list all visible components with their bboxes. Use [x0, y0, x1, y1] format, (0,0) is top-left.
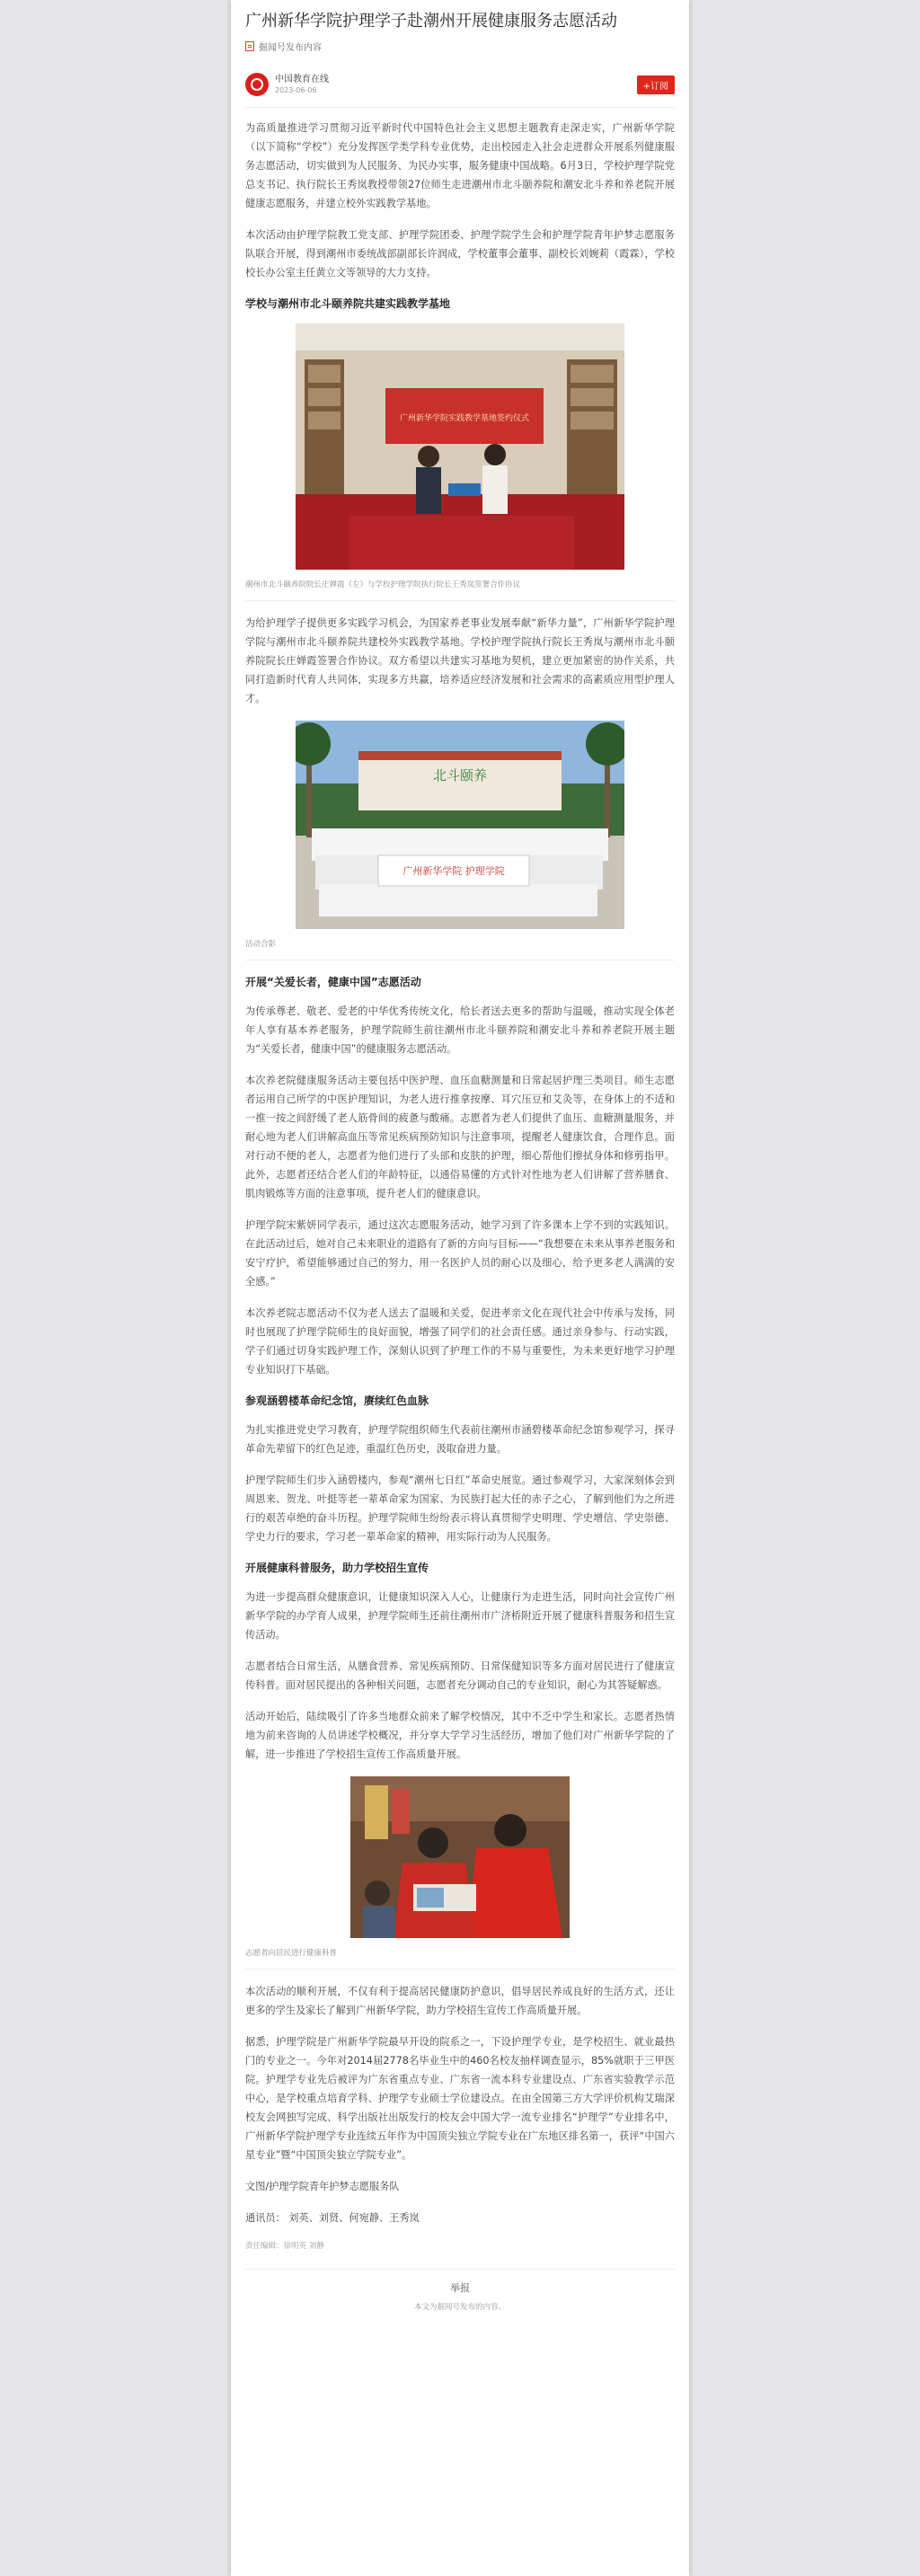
- outreach-photo: [350, 1776, 570, 1938]
- paragraph-organizers: 本次活动由护理学院教工党支部、护理学院团委、护理学院学生会和护理学院青年护梦志愿服务队联合开展，得到潮州市委统战部副部长许润成，学校董事会董事、副校长刘婉莉（霞霖），学校校长办公室主任黄立文等领导的大力支持。: [245, 229, 675, 279]
- publish-date: 2023-06-06: [275, 86, 317, 94]
- banner-text: 广州新华学院实践教学基地签约仪式: [399, 414, 530, 423]
- author-row: [245, 73, 675, 96]
- responsible-editor: 责任编辑：徐明英 刘静: [245, 2242, 324, 2251]
- source-note: [245, 40, 675, 53]
- subscribe-button[interactable]: +订阅: [637, 75, 675, 94]
- figure-signing: [245, 323, 675, 591]
- section-heading-outreach: 开展健康科普服务，助力学校招生宣传: [245, 1562, 429, 1574]
- report-bar: [245, 2269, 675, 2312]
- paragraph-outreach-admission: 活动开始后，陆续吸引了许多当地群众前来了解学校情况，其中不乏中学生和家长。志愿者热情地为前来咨询的人员讲述学校概况，并分享大学学习生活经历，增加了他们对广州新华学院的了解，进一步推进了学校招生宣传工作高质量开展。: [245, 1711, 675, 1760]
- svg-text:广州新华学院 护理学院: 广州新华学院 护理学院: [402, 865, 505, 877]
- building-sign: 北斗颐养: [432, 767, 488, 783]
- paragraph-intro: 为高质量推进学习贯彻习近平新时代中国特色社会主义思想主题教育走深走实，广州新华学院（以下简称“学校”）充分发挥医学类学科专业优势，走出校园走入社会走进群众开展系列健康服务志愿活动，切实做到为人民服务、为民办实事，服务健康中国战略。6月3日，学校护理学院党总支书记、执行院长王秀岚教授带领27位师生走进潮州市北斗颐养院和潮安北斗养和养老院开展健康志愿服务，并建立校外实践教学基地。: [245, 122, 675, 209]
- report-link[interactable]: 举报: [450, 2282, 470, 2294]
- rule-3: [245, 1969, 675, 1970]
- author-name[interactable]: 中国教育在线: [275, 75, 329, 84]
- paragraph-memorial-intro: 为扎实推进党史学习教育，护理学院组织师生代表前往潮州市涵碧楼革命纪念馆参观学习，探寻革命先辈留下的红色足迹，重温红色历史，汲取奋进力量。: [245, 1424, 675, 1455]
- header-divider: [245, 107, 675, 108]
- paragraph-memorial-visit: 护理学院师生们步入涵碧楼内，参观“潮州七日红”革命史展览。通过参观学习，大家深刻体会到周恩来、贺龙、叶挺等老一辈革命家为国家、为民族打起大任的赤子之心，了解到他们为之所进行的艰苦卓绝的奋斗历程。护理学院师生纷纷表示将认真贯彻学史明理、学史增信、学史崇德、学史力行的要求，学习老一辈革命家的精神，用实际行动为人民服务。: [245, 1474, 675, 1543]
- article-container: [231, 0, 689, 2576]
- author-avatar[interactable]: [245, 73, 269, 96]
- paragraph-base: 为给护理学子提供更多实践学习机会，为国家养老事业发展奉献“新华力量”，广州新华学院护理学院与潮州市北斗颐养院共建校外实践教学基地。学校护理学院执行院长王秀岚与潮州市北斗颐养院院长庄婵霞签署合作协议。双方希望以共建实习基地为契机，建立更加紧密的协作关系，共同打造新时代育人共同体，实现多方共赢，培养适应经济发展和社会需求的高素质应用型护理人才。: [245, 617, 675, 704]
- paragraph-volunteer-content: 本次养老院健康服务活动主要包括中医护理、血压血糖测量和日常起居护理三类项目。师生志愿者运用自己所学的中医护理知识，为老人进行推拿按摩、耳穴压豆和艾灸等，在身体上的不适和一推一按之间舒缓了老人筋骨间的疲惫与酸痛。志愿者为老人们提供了血压、血糖测量服务，并耐心地为老人们讲解高血压等常见疾病预防知识与注意事项，提醒老人健康饮食，合理作息。面对行动不便的老人，志愿者为他们进行了头部和皮肤的护理，细心帮他们擦拭身体和修剪指甲。此外，志愿者还结合老人们的年龄特征，以通俗易懂的方式针对性地为老人们讲解了营养膳食、肌肉锻炼等方面的注意事项，提升老人们的健康意识。: [245, 1075, 675, 1199]
- author-meta: [275, 74, 329, 95]
- disclaimer: 本文为掘闻号发布的内容。: [413, 2303, 506, 2312]
- caption-outreach: 志愿者向居民进行健康科普: [245, 1949, 338, 1958]
- article-title: 广州新华学院护理学子赴潮州开展健康服务志愿活动: [245, 12, 617, 31]
- section-heading-volunteer: 开展“关爱长者，健康中国”志愿活动: [245, 976, 421, 988]
- section-heading-base: 学校与潮州市北斗颐养院共建实践教学基地: [245, 297, 451, 310]
- paragraph-volunteer-summary: 本次养老院志愿活动不仅为老人送去了温暖和关爱，促进孝亲文化在现代社会中传承与发扬，同时也展现了护理学院师生的良好面貌，增强了同学们的社会责任感。通过亲身参与、行动实践，学子们通过切身实践护理工作，深刻认识到了护理工作的不易与重要性，为未来更好地学习护理专业知识打下基础。: [245, 1307, 675, 1376]
- caption-group: 活动合影: [245, 940, 277, 949]
- caption-signing: 潮州市北斗颐养院院长庄婵霞（左）与学校护理学院执行院长王秀岚签署合作协议: [245, 580, 521, 589]
- signing-photo: [296, 323, 624, 570]
- figure-outreach: [245, 1776, 675, 1960]
- section-heading-memorial: 参观涵碧楼革命纪念馆，赓续红色血脉: [245, 1394, 429, 1407]
- paragraph-outreach-intro: 为进一步提高群众健康意识，让健康知识深入人心，让健康行为走进生活，同时向社会宣传广州新华学院的办学育人成果，护理学院师生还前往潮州市广济桥附近开展了健康科普服务和招生宣传活动。: [245, 1591, 675, 1641]
- credit-correspondents: 通讯员： 刘英、刘贤、何宛静、王秀岚: [245, 2212, 420, 2224]
- document-icon: [245, 41, 254, 51]
- credit-photo-text: 文图/护理学院青年护梦志愿服务队: [245, 2181, 400, 2192]
- figure-group-photo: [245, 721, 675, 951]
- rule-1: [245, 600, 675, 601]
- paragraph-conclusion: 本次活动的顺利开展，不仅有利于提高居民健康防护意识，倡导居民养成良好的生活方式，还让更多的学生及家长了解到广州新华学院，助力学校招生宣传工作高质量开展。: [245, 1986, 675, 2016]
- source-note-label: 掘闻号发布内容: [259, 43, 322, 53]
- group-photo: [296, 721, 624, 929]
- paragraph-school-profile: 据悉，护理学院是广州新华学院最早开设的院系之一，下设护理学专业，是学校招生、就业最热门的专业之一。今年对2014届2778名毕业生中的460名校友抽样调查显示，85%就职于三甲医院。护理学专业先后被评为广东省重点专业、广东省一流本科专业建设点、广东省实验教学示范中心，是学校重点培育学科、护理学专业硕士学位建设点。在由全国第三方大学评价机构艾瑞深校友会网独写完成、科学出版社出版发行的校友会中国大学一流专业排名“护理学”专业排名中，广州新华学院护理学专业连续五年作为中国顶尖独立学院专业在广东地区排名第一，获评“中国六星专业”暨“中国顶尖独立学院专业”。: [245, 2036, 675, 2161]
- paragraph-student-quote: 护理学院宋紫妍同学表示，通过这次志愿服务活动，她学习到了许多课本上学不到的实践知识。在此活动过后，她对自己未来职业的道路有了新的方向与目标——“我想要在未来从事养老服务和安宁疗护，希望能够通过自己的努力，用一名医护人员的耐心以及细心，给予更多老人满满的安全感。”: [245, 1219, 675, 1288]
- paragraph-volunteer-intro: 为传承尊老、敬老、爱老的中华优秀传统文化，给长者送去更多的帮助与温暖，推动实现全体老年人享有基本养老服务，护理学院师生前往潮州市北斗颐养院和潮安北斗养和养老院开展主题为“关爱长者，健康中国”的健康服务志愿活动。: [245, 1005, 675, 1055]
- paragraph-outreach-science: 志愿者结合日常生活，从膳食营养、常见疾病预防、日常保健知识等多方面对居民进行了健康宣传科普。面对居民提出的各种相关问题，志愿者充分调动自己的专业知识，耐心为其答疑解惑。: [245, 1660, 675, 1691]
